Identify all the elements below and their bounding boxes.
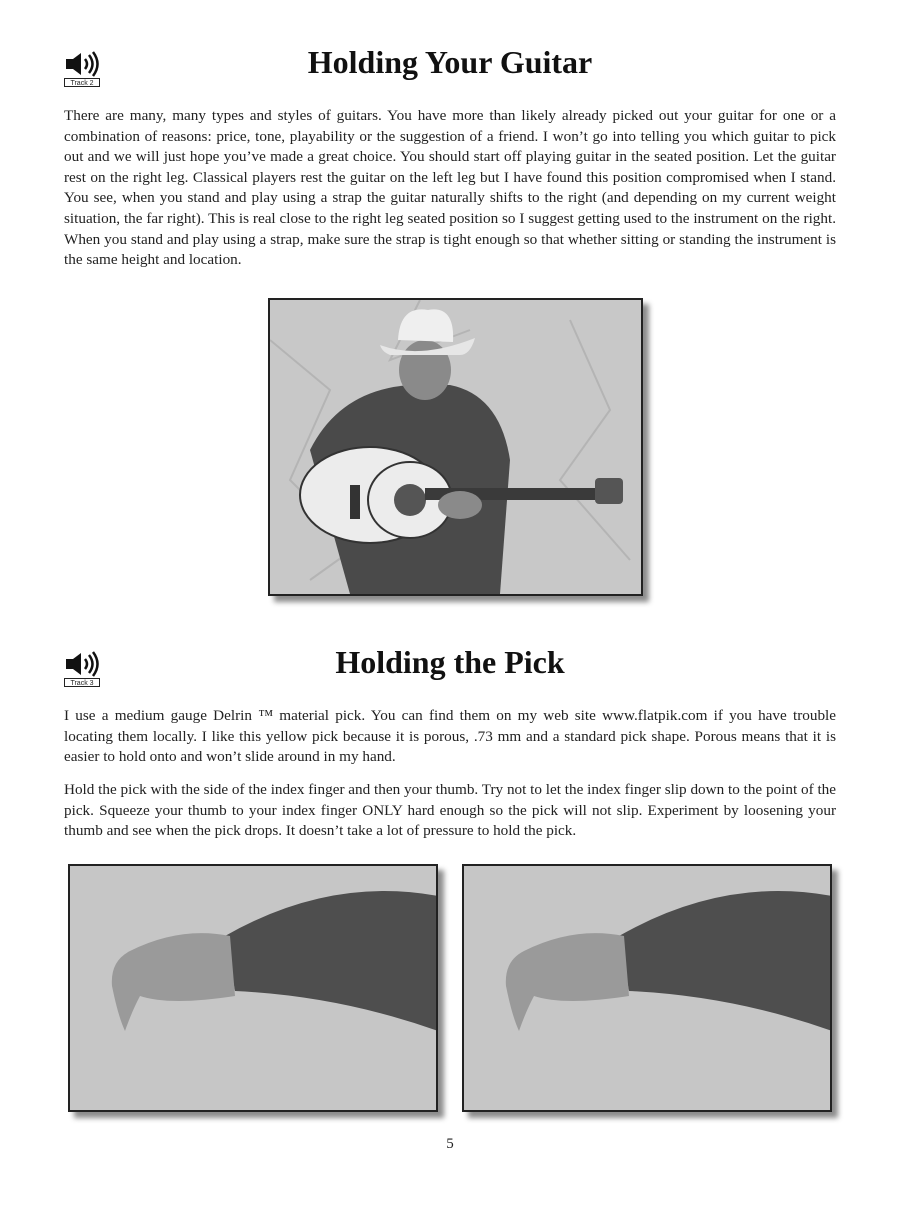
section-title: Holding the Pick (335, 644, 565, 680)
body-paragraph: Hold the pick with the side of the index finger and then your thumb. Try not to let the index finger slip down to the point of the pick. Squeeze your thumb to your index finger ONLY hard enough so the pick will not slip. Experiment by loosening your thumb and see when the pick drops. It doesn’t take a lot of pressure to hold the pick. (64, 781, 836, 840)
section-title: Holding Your Guitar (307, 44, 593, 80)
body-paragraph: I use a medium gauge Delrin ™ material pick. You can find them on my web site www.flatpik.com if you have trouble locating them locally. I like this yellow pick because it is porous, .73 mm and a standard pick shape. Porous means that it is easier to hold onto and won’t slide around in my hand. (64, 707, 836, 766)
track-label: Track 3 (64, 678, 100, 687)
track-label: Track 2 (64, 78, 100, 87)
body-paragraph: There are many, many types and styles of guitars. You have more than likely already picked out your guitar for one or a combination of reasons: price, tone, playability or the suggestion of a friend. I won’t go into telling you which guitar to pick out and we will just hope you’ve made a great choice. You should start off playing guitar in the seated position. Let the guitar rest on the right leg. Classical players rest the guitar on the left leg but I have found this position compromised when I stand. You see, when you stand and play using a strap the guitar naturally shifts to the right (and depending on my current weight situation, the far right). This is real close to the right leg seated position so I suggest getting used to the instrument on the right. When you stand and play using a strap, make sure the strap is tight enough so that whether sitting or standing the instrument is the same height and location. (64, 107, 836, 269)
guitar-player-photo (268, 298, 643, 596)
page-number: 5 (446, 1136, 454, 1152)
hand-photo-left (68, 864, 438, 1112)
hand-photo-right (462, 864, 832, 1112)
